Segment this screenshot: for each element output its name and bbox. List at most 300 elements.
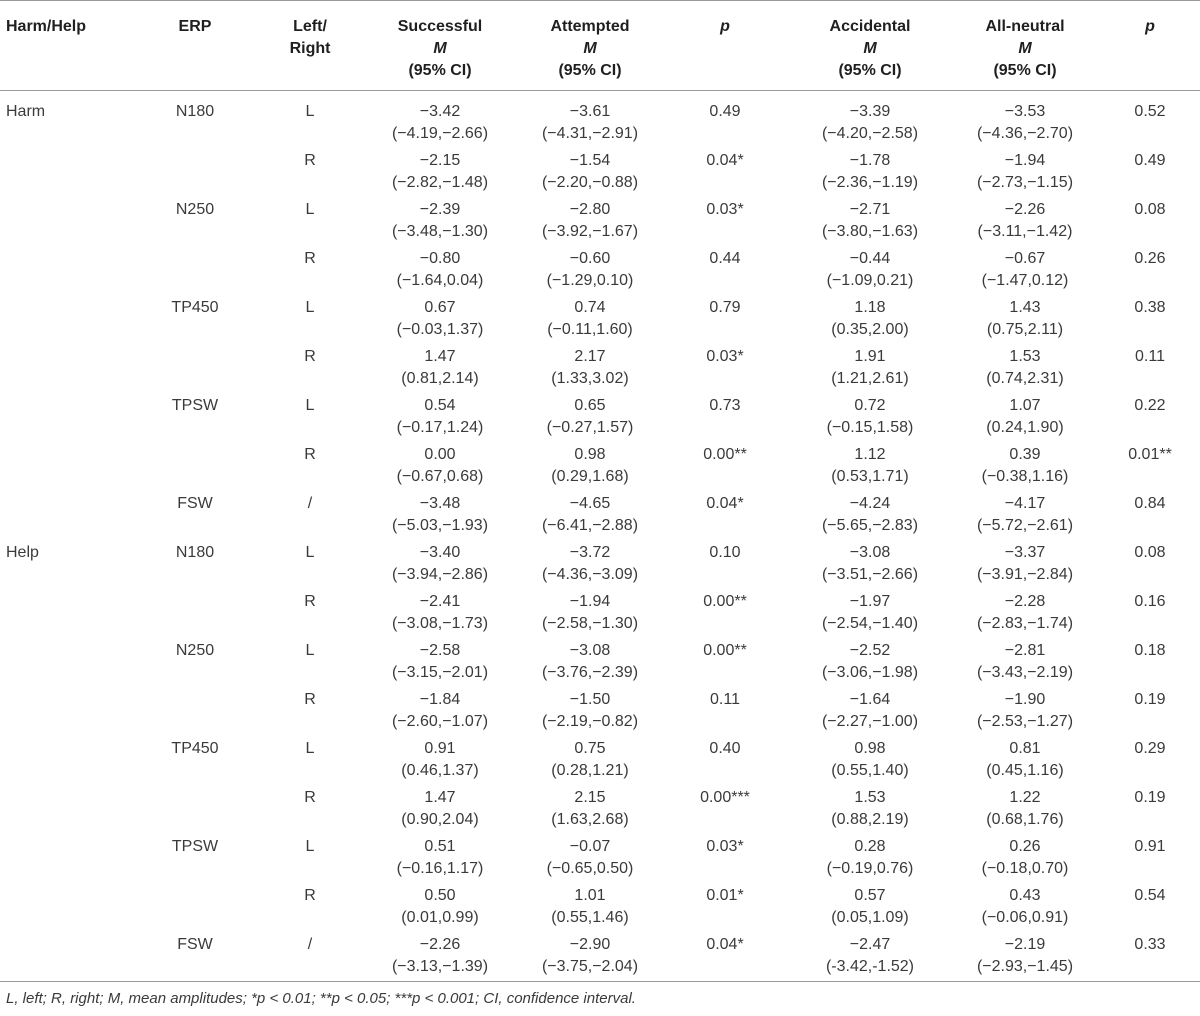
cell-p-value-1: 0.10 xyxy=(709,543,741,561)
cell-accidental xyxy=(790,444,950,493)
cell-harm-help xyxy=(0,787,130,836)
cell-accidental-ci: (−0.15,1.58) xyxy=(826,418,914,436)
cell-all-neutral-mean: −0.67 xyxy=(1004,249,1046,267)
cell-all-neutral-ci: (−0.06,0.91) xyxy=(981,908,1069,926)
cell-attempted-mean: 0.65 xyxy=(574,396,606,414)
cell-attempted xyxy=(520,787,660,836)
cell-successful-mean: 1.47 xyxy=(424,347,456,365)
cell-attempted-mean: 2.17 xyxy=(574,347,606,365)
header-successful-mean: M xyxy=(433,40,447,57)
cell-accidental xyxy=(790,885,950,934)
cell-harm-help xyxy=(0,150,130,199)
cell-all-neutral-ci: (0.45,1.16) xyxy=(986,761,1064,779)
cell-accidental-ci: (−3.51,−2.66) xyxy=(821,565,919,583)
cell-erp: FSW xyxy=(177,935,213,953)
cell-all-neutral-ci: (−2.73,−1.15) xyxy=(976,173,1074,191)
cell-accidental-ci: (0.05,1.09) xyxy=(831,908,909,926)
cell-erp: TPSW xyxy=(171,396,219,414)
table-row xyxy=(0,689,1200,738)
cell-successful-mean: −1.84 xyxy=(419,690,461,708)
cell-accidental xyxy=(790,493,950,542)
cell-accidental xyxy=(790,542,950,591)
cell-successful-mean: −3.42 xyxy=(419,103,461,120)
cell-all-neutral-ci: (−3.91,−2.84) xyxy=(976,565,1074,583)
cell-accidental-mean: 0.98 xyxy=(854,739,886,757)
cell-attempted xyxy=(520,248,660,297)
cell-attempted-mean: 2.15 xyxy=(574,788,606,806)
cell-p-value-2: 0.08 xyxy=(1134,543,1166,561)
table-bottom-rule xyxy=(0,981,1200,982)
header-all-neutral-label: All-neutral xyxy=(985,18,1065,35)
cell-successful xyxy=(360,395,520,444)
cell-successful xyxy=(360,885,520,934)
cell-harm-help xyxy=(0,297,130,346)
cell-all-neutral-ci: (−4.36,−2.70) xyxy=(976,125,1074,142)
cell-harm-help xyxy=(0,934,130,983)
cell-all-neutral-mean: −2.28 xyxy=(1004,592,1046,610)
table-row xyxy=(0,934,1200,983)
cell-all-neutral-mean: 0.81 xyxy=(1009,739,1041,757)
header-successful-ci: (95% CI) xyxy=(408,62,472,79)
cell-successful-ci: (0.81,2.14) xyxy=(401,369,479,387)
cell-successful xyxy=(360,738,520,787)
cell-successful-mean: −3.40 xyxy=(419,543,461,561)
cell-all-neutral-ci: (−2.53,−1.27) xyxy=(976,712,1074,730)
cell-p-value-1: 0.40 xyxy=(709,739,741,757)
cell-successful-mean: 0.91 xyxy=(424,739,456,757)
cell-all-neutral-mean: 0.26 xyxy=(1009,837,1041,855)
cell-successful-mean: −0.80 xyxy=(419,249,461,267)
cell-p-value-1: 0.00** xyxy=(703,641,747,659)
cell-all-neutral-mean: 0.43 xyxy=(1009,886,1041,904)
cell-harm-help xyxy=(0,346,130,395)
cell-successful-mean: −2.39 xyxy=(419,200,461,218)
cell-successful xyxy=(360,934,520,983)
cell-all-neutral-mean: 1.43 xyxy=(1009,298,1041,316)
cell-all-neutral-mean: −2.81 xyxy=(1004,641,1046,659)
cell-accidental-ci: (0.35,2.00) xyxy=(831,320,909,338)
cell-all-neutral xyxy=(950,542,1100,591)
cell-left-right: L xyxy=(305,543,315,561)
cell-erp xyxy=(130,150,260,199)
cell-attempted-ci: (−0.27,1.57) xyxy=(546,418,634,436)
cell-all-neutral xyxy=(950,395,1100,444)
header-successful xyxy=(360,1,520,91)
cell-attempted xyxy=(520,836,660,885)
header-p-value-2 xyxy=(1100,1,1200,91)
cell-p-value-1: 0.01* xyxy=(706,886,744,904)
header-all-neutral-ci: (95% CI) xyxy=(993,62,1057,79)
cell-successful xyxy=(360,199,520,248)
cell-attempted xyxy=(520,591,660,640)
cell-successful xyxy=(360,591,520,640)
table-row xyxy=(0,542,1200,591)
cell-p-value-1: 0.00** xyxy=(703,445,747,463)
header-all-neutral xyxy=(950,1,1100,91)
cell-attempted-ci: (−6.41,−2.88) xyxy=(541,516,639,534)
cell-attempted-mean: −1.50 xyxy=(569,690,611,708)
cell-accidental xyxy=(790,787,950,836)
cell-harm-help xyxy=(0,199,130,248)
table-row xyxy=(0,591,1200,640)
cell-accidental-mean: −0.44 xyxy=(849,249,891,267)
cell-p-value-2: 0.16 xyxy=(1134,592,1166,610)
cell-successful xyxy=(360,91,520,150)
cell-successful-mean: −2.41 xyxy=(419,592,461,610)
cell-successful-ci: (−5.03,−1.93) xyxy=(391,516,489,534)
cell-erp: N250 xyxy=(175,641,215,659)
cell-erp xyxy=(130,346,260,395)
cell-attempted-ci: (0.28,1.21) xyxy=(551,761,629,779)
cell-accidental-ci: (1.21,2.61) xyxy=(831,369,909,387)
cell-accidental xyxy=(790,738,950,787)
cell-accidental-mean: −1.64 xyxy=(849,690,891,708)
cell-all-neutral-mean: 1.07 xyxy=(1009,396,1041,414)
cell-harm-help xyxy=(0,493,130,542)
table-body xyxy=(0,91,1200,983)
cell-p-value-1: 0.04* xyxy=(706,494,744,512)
cell-accidental xyxy=(790,640,950,689)
cell-p-value-1: 0.73 xyxy=(709,396,741,414)
cell-left-right: L xyxy=(305,103,315,120)
cell-accidental-ci: (−2.36,−1.19) xyxy=(821,173,919,191)
header-p-value-2-label: p xyxy=(1145,18,1155,35)
cell-all-neutral-mean: 0.39 xyxy=(1009,445,1041,463)
header-successful-label: Successful xyxy=(397,18,483,35)
cell-accidental-mean: −4.24 xyxy=(849,494,891,512)
cell-left-right: R xyxy=(304,347,316,365)
cell-successful xyxy=(360,150,520,199)
cell-successful-mean: 0.67 xyxy=(424,298,456,316)
cell-harm-help xyxy=(0,248,130,297)
cell-all-neutral-mean: 1.53 xyxy=(1009,347,1041,365)
header-accidental-label: Accidental xyxy=(829,18,911,35)
cell-accidental-mean: 1.12 xyxy=(854,445,886,463)
cell-harm-help: Harm xyxy=(6,103,46,120)
cell-harm-help: Help xyxy=(6,543,39,561)
cell-erp: N250 xyxy=(175,200,215,218)
cell-successful-ci: (−2.60,−1.07) xyxy=(391,712,489,730)
cell-successful-ci: (−3.94,−2.86) xyxy=(391,565,489,583)
cell-accidental-ci: (−3.06,−1.98) xyxy=(821,663,919,681)
cell-successful-mean: 0.54 xyxy=(424,396,456,414)
cell-p-value-2: 0.91 xyxy=(1134,837,1166,855)
cell-all-neutral-ci: (−5.72,−2.61) xyxy=(976,516,1074,534)
cell-erp xyxy=(130,591,260,640)
cell-all-neutral-ci: (0.68,1.76) xyxy=(986,810,1064,828)
cell-accidental xyxy=(790,934,950,983)
cell-p-value-2: 0.52 xyxy=(1134,103,1166,120)
cell-p-value-2: 0.49 xyxy=(1134,151,1166,169)
header-row xyxy=(0,1,1200,91)
cell-attempted xyxy=(520,738,660,787)
cell-all-neutral-mean: −1.90 xyxy=(1004,690,1046,708)
cell-successful-ci: (−4.19,−2.66) xyxy=(391,125,489,142)
cell-successful-mean: −3.48 xyxy=(419,494,461,512)
header-harm-help: Harm/Help xyxy=(0,1,130,91)
cell-attempted xyxy=(520,444,660,493)
cell-attempted-ci: (0.55,1.46) xyxy=(551,908,629,926)
cell-erp xyxy=(130,689,260,738)
cell-attempted xyxy=(520,493,660,542)
cell-all-neutral xyxy=(950,640,1100,689)
cell-all-neutral xyxy=(950,91,1100,150)
cell-all-neutral-ci: (0.74,2.31) xyxy=(986,369,1064,387)
cell-successful-ci: (−1.64,0.04) xyxy=(396,271,484,289)
cell-left-right: R xyxy=(304,886,316,904)
cell-successful-ci: (−0.16,1.17) xyxy=(396,859,484,877)
table-row xyxy=(0,444,1200,493)
cell-accidental-mean: −1.97 xyxy=(849,592,891,610)
table-footnote: L, left; R, right; M, mean amplitudes; *p < 0.01; **p < 0.05; ***p < 0.001; CI, confidence interval. xyxy=(6,990,636,1007)
cell-successful-ci: (0.90,2.04) xyxy=(401,810,479,828)
table-row xyxy=(0,787,1200,836)
cell-successful-mean: 1.47 xyxy=(424,788,456,806)
cell-harm-help xyxy=(0,738,130,787)
cell-all-neutral xyxy=(950,493,1100,542)
cell-attempted-ci: (−3.75,−2.04) xyxy=(541,957,639,975)
cell-all-neutral xyxy=(950,297,1100,346)
cell-p-value-1: 0.04* xyxy=(706,935,744,953)
cell-accidental-ci: (−3.80,−1.63) xyxy=(821,222,919,240)
cell-left-right: R xyxy=(304,249,316,267)
header-left-right xyxy=(260,1,360,91)
cell-attempted-mean: −2.80 xyxy=(569,200,611,218)
cell-accidental xyxy=(790,199,950,248)
cell-attempted-mean: −0.60 xyxy=(569,249,611,267)
cell-successful xyxy=(360,346,520,395)
cell-p-value-1: 0.44 xyxy=(709,249,741,267)
cell-harm-help xyxy=(0,689,130,738)
cell-all-neutral-ci: (−0.18,0.70) xyxy=(981,859,1069,877)
cell-erp: N180 xyxy=(175,103,215,120)
cell-p-value-2: 0.19 xyxy=(1134,788,1166,806)
cell-successful xyxy=(360,444,520,493)
cell-attempted xyxy=(520,395,660,444)
cell-attempted-ci: (−2.58,−1.30) xyxy=(541,614,639,632)
cell-attempted-mean: −3.61 xyxy=(569,103,611,120)
cell-attempted-mean: 0.74 xyxy=(574,298,606,316)
table-row xyxy=(0,493,1200,542)
table-row xyxy=(0,199,1200,248)
cell-all-neutral xyxy=(950,444,1100,493)
cell-attempted-mean: 1.01 xyxy=(574,886,606,904)
cell-attempted-ci: (0.29,1.68) xyxy=(551,467,629,485)
cell-left-right: L xyxy=(305,739,315,757)
cell-all-neutral xyxy=(950,934,1100,983)
cell-successful-ci: (−3.08,−1.73) xyxy=(391,614,489,632)
cell-attempted xyxy=(520,346,660,395)
cell-p-value-2: 0.18 xyxy=(1134,641,1166,659)
cell-harm-help xyxy=(0,591,130,640)
cell-p-value-1: 0.49 xyxy=(709,103,741,120)
cell-p-value-2: 0.22 xyxy=(1134,396,1166,414)
cell-successful xyxy=(360,248,520,297)
cell-successful xyxy=(360,640,520,689)
cell-attempted-mean: −4.65 xyxy=(569,494,611,512)
cell-accidental-ci: (-3.42,-1.52) xyxy=(825,957,915,975)
cell-successful-ci: (0.01,0.99) xyxy=(401,908,479,926)
cell-harm-help xyxy=(0,885,130,934)
header-left-right-line2: Right xyxy=(289,40,331,57)
cell-all-neutral-ci: (−1.47,0.12) xyxy=(981,271,1069,289)
cell-p-value-2: 0.54 xyxy=(1134,886,1166,904)
cell-erp: TP450 xyxy=(171,739,219,757)
cell-p-value-2: 0.19 xyxy=(1134,690,1166,708)
cell-p-value-2: 0.84 xyxy=(1134,494,1166,512)
cell-accidental-mean: −2.71 xyxy=(849,200,891,218)
table-row xyxy=(0,297,1200,346)
cell-left-right: R xyxy=(304,788,316,806)
header-left-right-line1: Left/ xyxy=(293,18,327,35)
cell-accidental-mean: −1.78 xyxy=(849,151,891,169)
cell-all-neutral xyxy=(950,150,1100,199)
cell-erp xyxy=(130,444,260,493)
cell-successful-mean: −2.58 xyxy=(419,641,461,659)
cell-attempted-mean: −0.07 xyxy=(569,837,611,855)
cell-all-neutral-mean: −2.26 xyxy=(1004,200,1046,218)
cell-successful-mean: −2.26 xyxy=(419,935,461,953)
cell-erp: TPSW xyxy=(171,837,219,855)
cell-attempted-mean: −2.90 xyxy=(569,935,611,953)
cell-erp: TP450 xyxy=(171,298,219,316)
cell-harm-help xyxy=(0,444,130,493)
cell-left-right: L xyxy=(305,200,315,218)
cell-p-value-1: 0.04* xyxy=(706,151,744,169)
cell-p-value-2: 0.33 xyxy=(1134,935,1166,953)
header-attempted xyxy=(520,1,660,91)
cell-attempted xyxy=(520,297,660,346)
cell-all-neutral-mean: 1.22 xyxy=(1009,788,1041,806)
header-all-neutral-mean: M xyxy=(1018,40,1032,57)
cell-p-value-1: 0.03* xyxy=(706,347,744,365)
cell-accidental xyxy=(790,689,950,738)
table-row xyxy=(0,248,1200,297)
cell-accidental-mean: −3.08 xyxy=(849,543,891,561)
cell-p-value-1: 0.03* xyxy=(706,837,744,855)
cell-p-value-1: 0.00*** xyxy=(700,788,750,806)
cell-attempted xyxy=(520,885,660,934)
cell-successful xyxy=(360,689,520,738)
cell-accidental-ci: (0.53,1.71) xyxy=(831,467,909,485)
cell-accidental xyxy=(790,91,950,150)
cell-all-neutral-ci: (−2.83,−1.74) xyxy=(976,614,1074,632)
cell-accidental-mean: 0.72 xyxy=(854,396,886,414)
cell-harm-help xyxy=(0,640,130,689)
cell-all-neutral-ci: (−3.11,−1.42) xyxy=(977,222,1073,240)
cell-erp xyxy=(130,787,260,836)
cell-accidental-ci: (0.55,1.40) xyxy=(831,761,909,779)
cell-accidental-ci: (−2.27,−1.00) xyxy=(821,712,919,730)
cell-attempted-ci: (−2.19,−0.82) xyxy=(541,712,639,730)
cell-accidental xyxy=(790,836,950,885)
cell-p-value-2: 0.11 xyxy=(1135,347,1165,365)
cell-accidental-ci: (0.88,2.19) xyxy=(831,810,909,828)
cell-attempted-mean: −3.08 xyxy=(569,641,611,659)
header-attempted-mean: M xyxy=(583,40,597,57)
cell-accidental-mean: 1.18 xyxy=(854,298,886,316)
cell-accidental-ci: (−2.54,−1.40) xyxy=(821,614,919,632)
cell-left-right: L xyxy=(305,641,315,659)
cell-left-right: R xyxy=(304,445,316,463)
header-p-value-1 xyxy=(660,1,790,91)
cell-accidental-mean: 0.57 xyxy=(854,886,886,904)
header-erp: ERP xyxy=(130,1,260,91)
cell-accidental xyxy=(790,150,950,199)
cell-all-neutral-ci: (−3.43,−2.19) xyxy=(976,663,1074,681)
cell-all-neutral xyxy=(950,248,1100,297)
cell-all-neutral-mean: −3.37 xyxy=(1004,543,1046,561)
cell-left-right: R xyxy=(304,592,316,610)
cell-all-neutral-mean: −1.94 xyxy=(1004,151,1046,169)
cell-all-neutral-ci: (0.24,1.90) xyxy=(986,418,1064,436)
cell-erp: FSW xyxy=(177,494,213,512)
cell-accidental-ci: (−5.65,−2.83) xyxy=(821,516,919,534)
cell-accidental-mean: 1.91 xyxy=(854,347,886,365)
cell-p-value-2: 0.38 xyxy=(1134,298,1166,316)
cell-attempted-mean: −3.72 xyxy=(569,543,611,561)
table-row xyxy=(0,640,1200,689)
header-attempted-ci: (95% CI) xyxy=(558,62,622,79)
table-row xyxy=(0,346,1200,395)
cell-attempted xyxy=(520,199,660,248)
cell-all-neutral-ci: (−2.93,−1.45) xyxy=(976,957,1074,975)
cell-attempted-ci: (−0.65,0.50) xyxy=(546,859,634,877)
cell-attempted-ci: (−3.92,−1.67) xyxy=(541,222,639,240)
cell-successful-ci: (−0.17,1.24) xyxy=(396,418,484,436)
cell-accidental-mean: −2.52 xyxy=(849,641,891,659)
cell-all-neutral-mean: −3.53 xyxy=(1004,103,1046,120)
cell-accidental-mean: 1.53 xyxy=(854,788,886,806)
cell-attempted-ci: (−0.11,1.60) xyxy=(547,320,633,338)
cell-erp xyxy=(130,248,260,297)
cell-harm-help xyxy=(0,836,130,885)
cell-p-value-2: 0.26 xyxy=(1134,249,1166,267)
cell-p-value-2: 0.29 xyxy=(1134,739,1166,757)
cell-successful-mean: −2.15 xyxy=(419,151,461,169)
cell-attempted xyxy=(520,689,660,738)
table-row xyxy=(0,91,1200,150)
cell-accidental xyxy=(790,248,950,297)
cell-attempted xyxy=(520,150,660,199)
cell-all-neutral xyxy=(950,346,1100,395)
header-accidental xyxy=(790,1,950,91)
cell-all-neutral xyxy=(950,591,1100,640)
cell-accidental-mean: −3.39 xyxy=(849,103,891,120)
cell-attempted xyxy=(520,640,660,689)
cell-all-neutral-ci: (0.75,2.11) xyxy=(986,320,1064,338)
cell-left-right: R xyxy=(304,151,316,169)
cell-p-value-1: 0.11 xyxy=(710,690,740,708)
cell-all-neutral xyxy=(950,689,1100,738)
cell-attempted-ci: (−2.20,−0.88) xyxy=(541,173,639,191)
cell-all-neutral-mean: −2.19 xyxy=(1004,935,1046,953)
cell-accidental-mean: 0.28 xyxy=(854,837,886,855)
cell-successful-mean: 0.50 xyxy=(424,886,456,904)
cell-accidental xyxy=(790,395,950,444)
cell-successful-ci: (−0.03,1.37) xyxy=(396,320,484,338)
cell-attempted-ci: (−4.36,−3.09) xyxy=(541,565,639,583)
cell-accidental xyxy=(790,591,950,640)
cell-left-right: L xyxy=(305,298,315,316)
cell-attempted xyxy=(520,91,660,150)
cell-successful-mean: 0.00 xyxy=(424,445,456,463)
cell-erp: N180 xyxy=(175,543,215,561)
cell-all-neutral-mean: −4.17 xyxy=(1004,494,1046,512)
cell-attempted-mean: −1.54 xyxy=(569,151,611,169)
cell-attempted xyxy=(520,934,660,983)
cell-left-right: L xyxy=(305,837,315,855)
